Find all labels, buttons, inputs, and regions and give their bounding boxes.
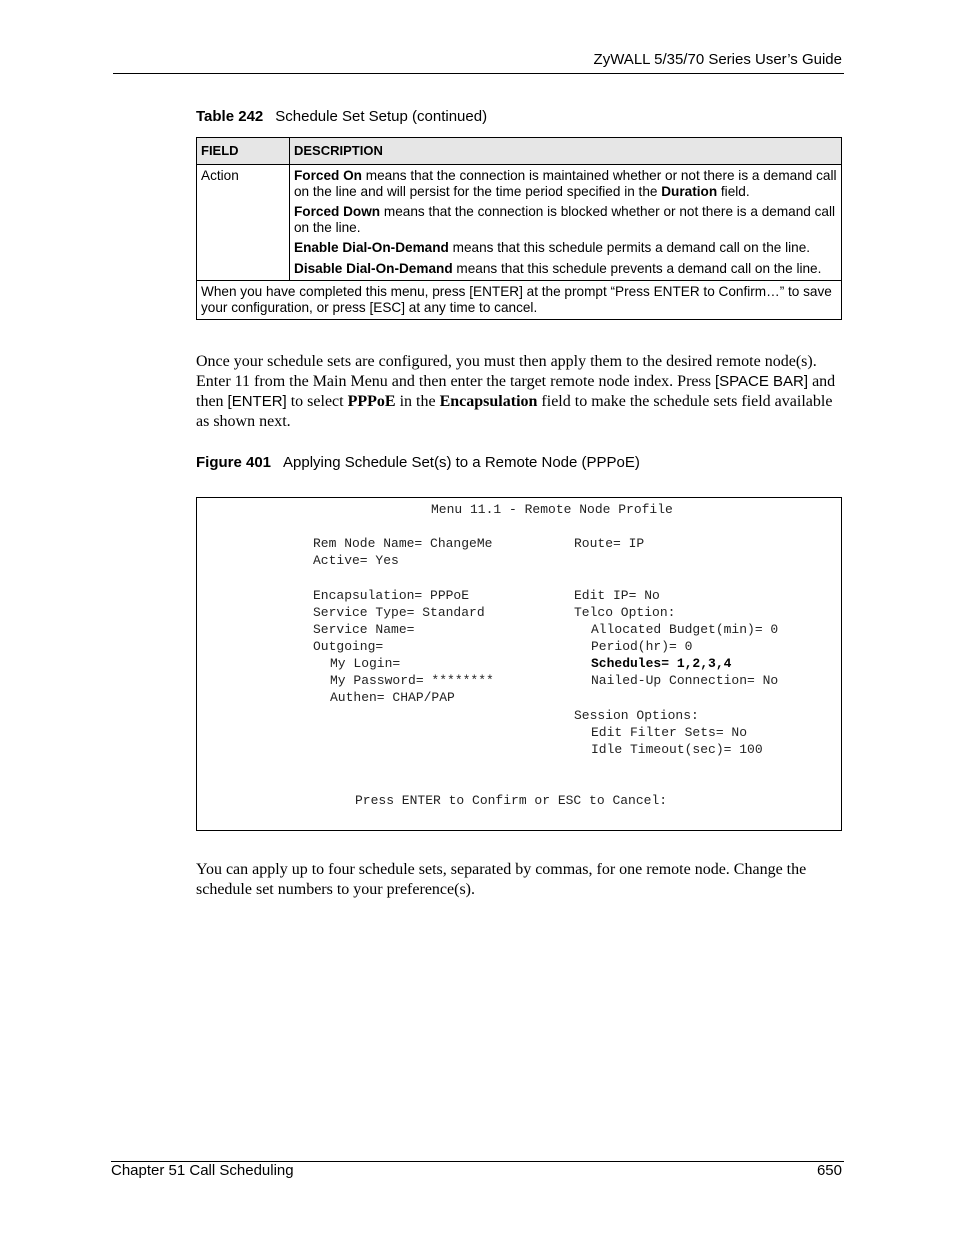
para1-text-3: to select [286,393,348,410]
disable-dod-text: means that this schedule prevents a demand call on the line. [452,260,822,276]
page-number: 650 [816,1162,842,1179]
forced-down-text: means that the connection is blocked whether or not there is a demand call on the line. [294,204,836,235]
para1-text-2: and then [196,373,836,410]
table-caption-title: Schedule Set Setup (continued) [275,108,488,125]
enable-dod-description [294,240,837,256]
table-row [197,165,842,281]
forced-on-text: means that the connection is maintained whether or not there is a demand call on the line and will persist for the time period specified in the [294,168,837,199]
duration-term: Duration [661,183,718,199]
service-type-field: Service Type= Standard [313,605,485,620]
table-note-cell: When you have completed this menu, press [ENTER] at the prompt “Press ENTER to Confirm…” to save your configuration, or press [ESC] at any time to cancel. [197,281,842,320]
my-password-field: My Password= ******** [330,673,494,688]
rem-node-name-field: Rem Node Name= ChangeMe [313,536,493,551]
forced-down-description [294,204,837,235]
period-field: Period(hr)= 0 [591,639,693,654]
confirm-prompt: Press ENTER to Confirm or ESC to Cancel: [355,793,668,808]
space-bar-key: [SPACE BAR] [714,373,809,390]
authen-field: Authen= CHAP/PAP [330,690,455,705]
forced-down-term: Forced Down [294,204,381,219]
para1-text-4: in the [395,393,440,410]
field-column-header: FIELD [197,138,290,165]
disable-dod-term: Disable Dial-On-Demand [294,260,453,276]
forced-on-text-end: field. [717,183,750,199]
disable-dod-description [294,261,837,277]
table-header-row [197,138,842,165]
description-column-header: DESCRIPTION [290,138,842,165]
para1-text-1: Once your schedule sets are configured, you must then apply them to the desired remote node(s). Enter 11 from the Main Menu and then enter the target remote node index. Press [196,353,817,390]
encapsulation-term: Encapsulation [439,393,538,410]
session-options-label: Session Options: [574,708,699,723]
allocated-budget-field: Allocated Budget(min)= 0 [591,622,779,637]
table-caption [196,108,487,125]
enable-dod-text: means that this schedule permits a demand call on the line. [448,240,811,255]
forced-on-description [294,168,837,199]
table-note-row [197,281,842,320]
telco-option-label: Telco Option: [574,605,676,620]
footer-chapter: Chapter 51 Call Scheduling [111,1162,294,1179]
idle-timeout-field: Idle Timeout(sec)= 100 [591,742,763,757]
para1-text-5: field to make the schedule sets field available as shown next. [196,393,833,430]
table-caption-label: Table 242 [196,108,264,125]
enter-key: [ENTER] [227,393,287,410]
schedule-set-table [196,137,842,320]
running-header-title: ZyWALL 5/35/70 Series User’s Guide [593,51,842,68]
enable-dod-term: Enable Dial-On-Demand [294,240,449,255]
edit-ip-field: Edit IP= No [574,588,660,603]
menu-title: Menu 11.1 - Remote Node Profile [431,502,673,517]
encapsulation-field: Encapsulation= PPPoE [313,588,470,603]
schedules-field: Schedules= 1,2,3,4 [591,656,732,671]
figure-caption-title: Applying Schedule Set(s) to a Remote Node (PPPoE) [283,454,640,471]
header-rule [113,73,844,74]
figure-caption [196,454,640,471]
figure-caption-label: Figure 401 [196,454,272,471]
outgoing-label: Outgoing= [313,639,384,654]
forced-on-term: Forced On [294,168,362,183]
nailed-up-field: Nailed-Up Connection= No [591,673,779,688]
pppoe-term: PPPoE [347,393,396,410]
edit-filter-sets-field: Edit Filter Sets= No [591,725,748,740]
body-paragraph-schedules: You can apply up to four schedule sets, separated by commas, for one remote node. Change the schedule set numbers to your preference(s). [196,861,807,898]
body-paragraph-intro [196,352,842,432]
service-name-field: Service Name= [313,622,415,637]
my-login-field: My Login= [330,656,401,671]
terminal-screen [196,497,842,831]
route-field: Route= IP [574,536,645,551]
description-cell-action [290,165,842,281]
field-cell-action: Action [197,165,290,281]
active-field: Active= Yes [313,553,399,568]
